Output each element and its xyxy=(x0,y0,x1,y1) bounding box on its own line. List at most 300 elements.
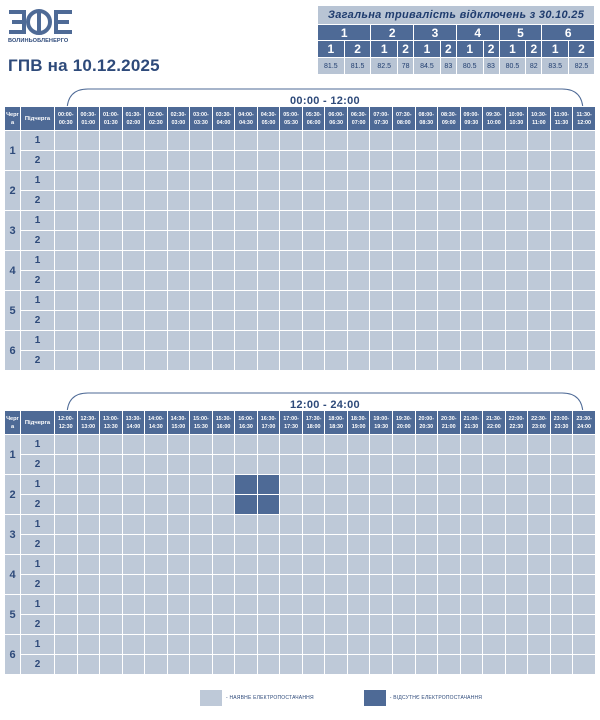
time-slot-header: 10:00- 10:30 xyxy=(505,107,528,131)
schedule-cell xyxy=(460,435,483,455)
time-slot-header: 07:00- 07:30 xyxy=(370,107,393,131)
summary-value: 81.5 xyxy=(318,57,345,74)
schedule-cell xyxy=(145,171,168,191)
schedule-cell xyxy=(190,575,213,595)
schedule-cell xyxy=(212,535,235,555)
schedule-cell xyxy=(483,635,506,655)
schedule-cell xyxy=(550,535,573,555)
subqueue-label: 2 xyxy=(21,151,55,171)
schedule-cell xyxy=(460,151,483,171)
schedule-cell xyxy=(505,655,528,675)
schedule-cell xyxy=(325,271,348,291)
summary-queue-3: 3 xyxy=(414,24,457,40)
time-slot-header: 13:30- 14:00 xyxy=(122,411,145,435)
schedule-cell xyxy=(280,351,303,371)
schedule-cell xyxy=(122,475,145,495)
schedule-cell xyxy=(392,211,415,231)
summary-value: 82 xyxy=(526,57,542,74)
summary-subqueue: 2 xyxy=(569,40,594,57)
schedule-cell xyxy=(325,251,348,271)
legend xyxy=(200,688,482,708)
schedule-cell xyxy=(302,455,325,475)
schedule-grid-morning xyxy=(4,106,596,371)
schedule-cell xyxy=(122,131,145,151)
schedule-cell xyxy=(212,231,235,251)
logo-mark-icon xyxy=(8,8,74,36)
schedule-cell xyxy=(302,555,325,575)
schedule-cell xyxy=(483,151,506,171)
schedule-cell xyxy=(235,595,258,615)
time-slot-header: 20:30- 21:00 xyxy=(438,411,461,435)
summary-queue-6: 6 xyxy=(542,24,594,40)
schedule-cell xyxy=(483,171,506,191)
schedule-cell xyxy=(257,555,280,575)
schedule-cell xyxy=(77,435,100,455)
subqueue-label: 1 xyxy=(21,635,55,655)
schedule-cell xyxy=(347,575,370,595)
schedule-cell xyxy=(370,331,393,351)
schedule-cell xyxy=(505,351,528,371)
schedule-cell xyxy=(302,231,325,251)
schedule-cell xyxy=(415,151,438,171)
schedule-cell xyxy=(257,351,280,371)
table-row xyxy=(5,555,596,575)
schedule-cell xyxy=(257,535,280,555)
schedule-cell xyxy=(100,595,123,615)
schedule-cell xyxy=(55,575,78,595)
schedule-cell xyxy=(550,271,573,291)
schedule-cell xyxy=(100,615,123,635)
schedule-cell xyxy=(302,271,325,291)
schedule-cell xyxy=(167,191,190,211)
schedule-cell xyxy=(212,331,235,351)
schedule-cell xyxy=(528,211,551,231)
time-slot-header: 20:00- 20:30 xyxy=(415,411,438,435)
schedule-cell xyxy=(145,495,168,515)
schedule-cell xyxy=(483,131,506,151)
schedule-cell xyxy=(370,435,393,455)
schedule-cell xyxy=(302,475,325,495)
period-label: 00:00 - 12:00 xyxy=(290,95,360,107)
schedule-cell xyxy=(347,331,370,351)
schedule-cell xyxy=(325,615,348,635)
schedule-cell xyxy=(483,211,506,231)
schedule-cell xyxy=(190,615,213,635)
schedule-cell xyxy=(505,331,528,351)
schedule-cell xyxy=(483,271,506,291)
schedule-cell xyxy=(415,535,438,555)
schedule-cell xyxy=(370,515,393,535)
time-slot-header: 18:30- 19:00 xyxy=(347,411,370,435)
schedule-cell xyxy=(505,131,528,151)
schedule-cell xyxy=(122,495,145,515)
schedule-cell xyxy=(280,191,303,211)
schedule-cell xyxy=(77,251,100,271)
table-row xyxy=(5,455,596,475)
schedule-cell xyxy=(100,475,123,495)
schedule-cell xyxy=(370,655,393,675)
schedule-cell xyxy=(573,615,596,635)
table-row xyxy=(5,191,596,211)
schedule-cell xyxy=(528,475,551,495)
summary-value: 78 xyxy=(398,57,414,74)
time-slot-header: 08:30- 09:00 xyxy=(438,107,461,131)
schedule-cell xyxy=(235,351,258,371)
subqueue-label: 1 xyxy=(21,435,55,455)
schedule-cell xyxy=(212,615,235,635)
schedule-cell xyxy=(325,131,348,151)
schedule-cell xyxy=(100,351,123,371)
schedule-cell xyxy=(145,575,168,595)
schedule-cell xyxy=(438,271,461,291)
schedule-cell xyxy=(438,151,461,171)
schedule-cell xyxy=(100,291,123,311)
schedule-cell xyxy=(122,575,145,595)
summary-queue-4: 4 xyxy=(457,24,500,40)
schedule-cell xyxy=(167,515,190,535)
summary-subqueue: 2 xyxy=(441,40,457,57)
schedule-cell xyxy=(212,635,235,655)
subqueue-label: 2 xyxy=(21,191,55,211)
time-slot-header: 17:30- 18:00 xyxy=(302,411,325,435)
schedule-cell xyxy=(415,655,438,675)
schedule-cell xyxy=(235,635,258,655)
summary-queue-1: 1 xyxy=(318,24,371,40)
schedule-cell xyxy=(550,351,573,371)
schedule-cell xyxy=(145,191,168,211)
schedule-cell xyxy=(145,555,168,575)
schedule-cell xyxy=(550,435,573,455)
schedule-cell xyxy=(483,475,506,495)
schedule-cell xyxy=(325,311,348,331)
subqueue-label: 2 xyxy=(21,495,55,515)
schedule-cell xyxy=(257,271,280,291)
schedule-cell xyxy=(55,131,78,151)
schedule-cell xyxy=(167,475,190,495)
queue-label: 4 xyxy=(5,555,21,595)
schedule-cell xyxy=(415,351,438,371)
schedule-cell xyxy=(257,131,280,151)
time-slot-header: 04:00- 04:30 xyxy=(235,107,258,131)
schedule-cell xyxy=(415,515,438,535)
schedule-cell xyxy=(212,351,235,371)
schedule-cell xyxy=(235,151,258,171)
schedule-cell xyxy=(77,271,100,291)
schedule-cell xyxy=(528,251,551,271)
subqueue-label: 1 xyxy=(21,515,55,535)
schedule-cell xyxy=(325,655,348,675)
schedule-cell xyxy=(100,435,123,455)
schedule-cell xyxy=(145,515,168,535)
schedule-cell xyxy=(167,535,190,555)
schedule-cell xyxy=(100,151,123,171)
schedule-cell xyxy=(77,351,100,371)
schedule-cell xyxy=(212,191,235,211)
schedule-cell xyxy=(528,191,551,211)
schedule-cell xyxy=(235,311,258,331)
schedule-cell xyxy=(167,251,190,271)
queue-label: 4 xyxy=(5,251,21,291)
schedule-cell xyxy=(415,311,438,331)
subqueue-label: 1 xyxy=(21,555,55,575)
schedule-cell xyxy=(280,455,303,475)
schedule-cell xyxy=(257,655,280,675)
summary-subqueue: 1 xyxy=(457,40,484,57)
schedule-cell xyxy=(460,351,483,371)
schedule-cell xyxy=(100,231,123,251)
schedule-cell xyxy=(415,331,438,351)
schedule-cell xyxy=(235,331,258,351)
subqueue-label: 2 xyxy=(21,351,55,371)
schedule-cell xyxy=(212,291,235,311)
schedule-cell xyxy=(302,575,325,595)
schedule-cell xyxy=(573,635,596,655)
schedule-cell xyxy=(212,435,235,455)
schedule-cell xyxy=(77,331,100,351)
schedule-cell xyxy=(392,171,415,191)
schedule-cell xyxy=(573,211,596,231)
schedule-cell xyxy=(460,131,483,151)
schedule-cell xyxy=(167,151,190,171)
summary-value: 83 xyxy=(484,57,500,74)
schedule-cell xyxy=(257,191,280,211)
schedule-cell xyxy=(55,615,78,635)
schedule-cell xyxy=(55,231,78,251)
schedule-cell xyxy=(370,535,393,555)
subqueue-label: 2 xyxy=(21,455,55,475)
company-logo xyxy=(8,8,74,48)
schedule-cell xyxy=(438,595,461,615)
summary-value: 83 xyxy=(441,57,457,74)
schedule-cell xyxy=(573,475,596,495)
schedule-cell xyxy=(55,595,78,615)
schedule-cell xyxy=(302,655,325,675)
table-row xyxy=(5,351,596,371)
schedule-cell xyxy=(122,291,145,311)
schedule-cell xyxy=(55,515,78,535)
schedule-cell xyxy=(347,271,370,291)
schedule-cell xyxy=(370,311,393,331)
subqueue-label: 2 xyxy=(21,615,55,635)
schedule-cell xyxy=(302,191,325,211)
outage-cell xyxy=(235,495,258,515)
schedule-cell xyxy=(415,291,438,311)
table-row xyxy=(5,271,596,291)
schedule-cell xyxy=(505,535,528,555)
time-slot-header: 09:00- 09:30 xyxy=(460,107,483,131)
schedule-cell xyxy=(505,291,528,311)
summary-subqueue: 1 xyxy=(414,40,441,57)
summary-subqueue: 1 xyxy=(500,40,527,57)
schedule-cell xyxy=(145,475,168,495)
schedule-cell xyxy=(257,251,280,271)
schedule-cell xyxy=(122,351,145,371)
schedule-cell xyxy=(235,655,258,675)
table-row xyxy=(5,131,596,151)
schedule-cell xyxy=(505,495,528,515)
schedule-cell xyxy=(55,251,78,271)
schedule-cell xyxy=(235,231,258,251)
schedule-cell xyxy=(415,555,438,575)
schedule-cell xyxy=(550,171,573,191)
schedule-cell xyxy=(77,151,100,171)
subqueue-label: 1 xyxy=(21,131,55,151)
schedule-cell xyxy=(573,655,596,675)
schedule-cell xyxy=(370,475,393,495)
schedule-cell xyxy=(573,251,596,271)
time-slot-header: 23:00- 23:30 xyxy=(550,411,573,435)
schedule-cell xyxy=(167,351,190,371)
schedule-cell xyxy=(438,515,461,535)
schedule-cell xyxy=(235,271,258,291)
schedule-cell xyxy=(302,495,325,515)
schedule-cell xyxy=(77,555,100,575)
time-slot-header: 06:30- 07:00 xyxy=(347,107,370,131)
schedule-cell xyxy=(100,635,123,655)
schedule-cell xyxy=(415,575,438,595)
schedule-cell xyxy=(550,151,573,171)
schedule-cell xyxy=(280,251,303,271)
summary-value: 82.5 xyxy=(569,57,594,74)
schedule-cell xyxy=(528,655,551,675)
subqueue-label: 2 xyxy=(21,575,55,595)
schedule-cell xyxy=(325,595,348,615)
schedule-cell xyxy=(528,231,551,251)
schedule-cell xyxy=(438,535,461,555)
schedule-cell xyxy=(438,171,461,191)
schedule-cell xyxy=(122,515,145,535)
schedule-cell xyxy=(573,435,596,455)
schedule-cell xyxy=(438,615,461,635)
schedule-cell xyxy=(325,351,348,371)
schedule-cell xyxy=(257,615,280,635)
schedule-cell xyxy=(145,595,168,615)
schedule-cell xyxy=(122,455,145,475)
subqueue-label: 1 xyxy=(21,171,55,191)
schedule-cell xyxy=(550,635,573,655)
schedule-cell xyxy=(302,251,325,271)
schedule-cell xyxy=(100,515,123,535)
time-slot-header: 19:30- 20:00 xyxy=(392,411,415,435)
schedule-cell xyxy=(460,575,483,595)
time-slot-header: 11:30- 12:00 xyxy=(573,107,596,131)
schedule-cell xyxy=(415,595,438,615)
schedule-cell xyxy=(100,575,123,595)
schedule-cell xyxy=(347,151,370,171)
schedule-cell xyxy=(573,575,596,595)
schedule-cell xyxy=(302,635,325,655)
subqueue-label: 2 xyxy=(21,231,55,251)
schedule-cell xyxy=(190,191,213,211)
schedule-cell xyxy=(573,291,596,311)
summary-queue-5: 5 xyxy=(500,24,543,40)
schedule-cell xyxy=(190,475,213,495)
schedule-cell xyxy=(347,595,370,615)
schedule-cell xyxy=(528,131,551,151)
summary-title: Загальна тривалість відключень з 30.10.25 xyxy=(318,6,594,24)
schedule-cell xyxy=(280,231,303,251)
schedule-cell xyxy=(460,455,483,475)
schedule-cell xyxy=(325,171,348,191)
schedule-cell xyxy=(573,455,596,475)
schedule-cell xyxy=(257,595,280,615)
schedule-cell xyxy=(257,331,280,351)
time-slot-header: 05:30- 06:00 xyxy=(302,107,325,131)
schedule-cell xyxy=(438,351,461,371)
table-row xyxy=(5,535,596,555)
time-slot-header: 02:30- 03:00 xyxy=(167,107,190,131)
schedule-cell xyxy=(212,251,235,271)
schedule-cell xyxy=(460,291,483,311)
schedule-cell xyxy=(505,515,528,535)
schedule-cell xyxy=(347,535,370,555)
summary-subqueue: 1 xyxy=(542,40,569,57)
time-slot-header: 22:30- 23:00 xyxy=(528,411,551,435)
schedule-cell xyxy=(167,171,190,191)
schedule-cell xyxy=(438,211,461,231)
schedule-cell xyxy=(145,311,168,331)
schedule-cell xyxy=(280,311,303,331)
schedule-cell xyxy=(438,655,461,675)
schedule-cell xyxy=(483,495,506,515)
schedule-cell xyxy=(235,171,258,191)
schedule-cell xyxy=(347,615,370,635)
time-slot-header: 13:00- 13:30 xyxy=(100,411,123,435)
schedule-cell xyxy=(190,171,213,191)
schedule-cell xyxy=(550,311,573,331)
schedule-cell xyxy=(257,151,280,171)
schedule-cell xyxy=(460,615,483,635)
schedule-cell xyxy=(77,575,100,595)
schedule-cell xyxy=(145,655,168,675)
schedule-cell xyxy=(257,211,280,231)
summary-value: 80.5 xyxy=(457,57,484,74)
schedule-cell xyxy=(460,311,483,331)
summary-subqueue: 2 xyxy=(526,40,542,57)
schedule-cell xyxy=(257,171,280,191)
schedule-cell xyxy=(415,435,438,455)
schedule-cell xyxy=(460,655,483,675)
schedule-cell xyxy=(505,151,528,171)
schedule-cell xyxy=(528,555,551,575)
schedule-cell xyxy=(528,455,551,475)
schedule-cell xyxy=(167,231,190,251)
subqueue-label: 1 xyxy=(21,211,55,231)
schedule-cell xyxy=(212,655,235,675)
summary-subqueue: 2 xyxy=(484,40,500,57)
schedule-cell xyxy=(77,211,100,231)
schedule-cell xyxy=(347,515,370,535)
schedule-cell xyxy=(347,555,370,575)
schedule-cell xyxy=(55,211,78,231)
schedule-cell xyxy=(347,311,370,331)
schedule-cell xyxy=(212,455,235,475)
time-slot-header: 15:30- 16:00 xyxy=(212,411,235,435)
schedule-cell xyxy=(77,131,100,151)
legend-item-available xyxy=(200,690,314,706)
schedule-cell xyxy=(392,515,415,535)
time-slot-header: 07:30- 08:00 xyxy=(392,107,415,131)
schedule-cell xyxy=(550,455,573,475)
schedule-cell xyxy=(392,191,415,211)
schedule-cell xyxy=(212,575,235,595)
schedule-cell xyxy=(257,515,280,535)
schedule-cell xyxy=(190,535,213,555)
schedule-cell xyxy=(573,171,596,191)
schedule-cell xyxy=(55,495,78,515)
schedule-cell xyxy=(347,351,370,371)
table-row xyxy=(5,475,596,495)
